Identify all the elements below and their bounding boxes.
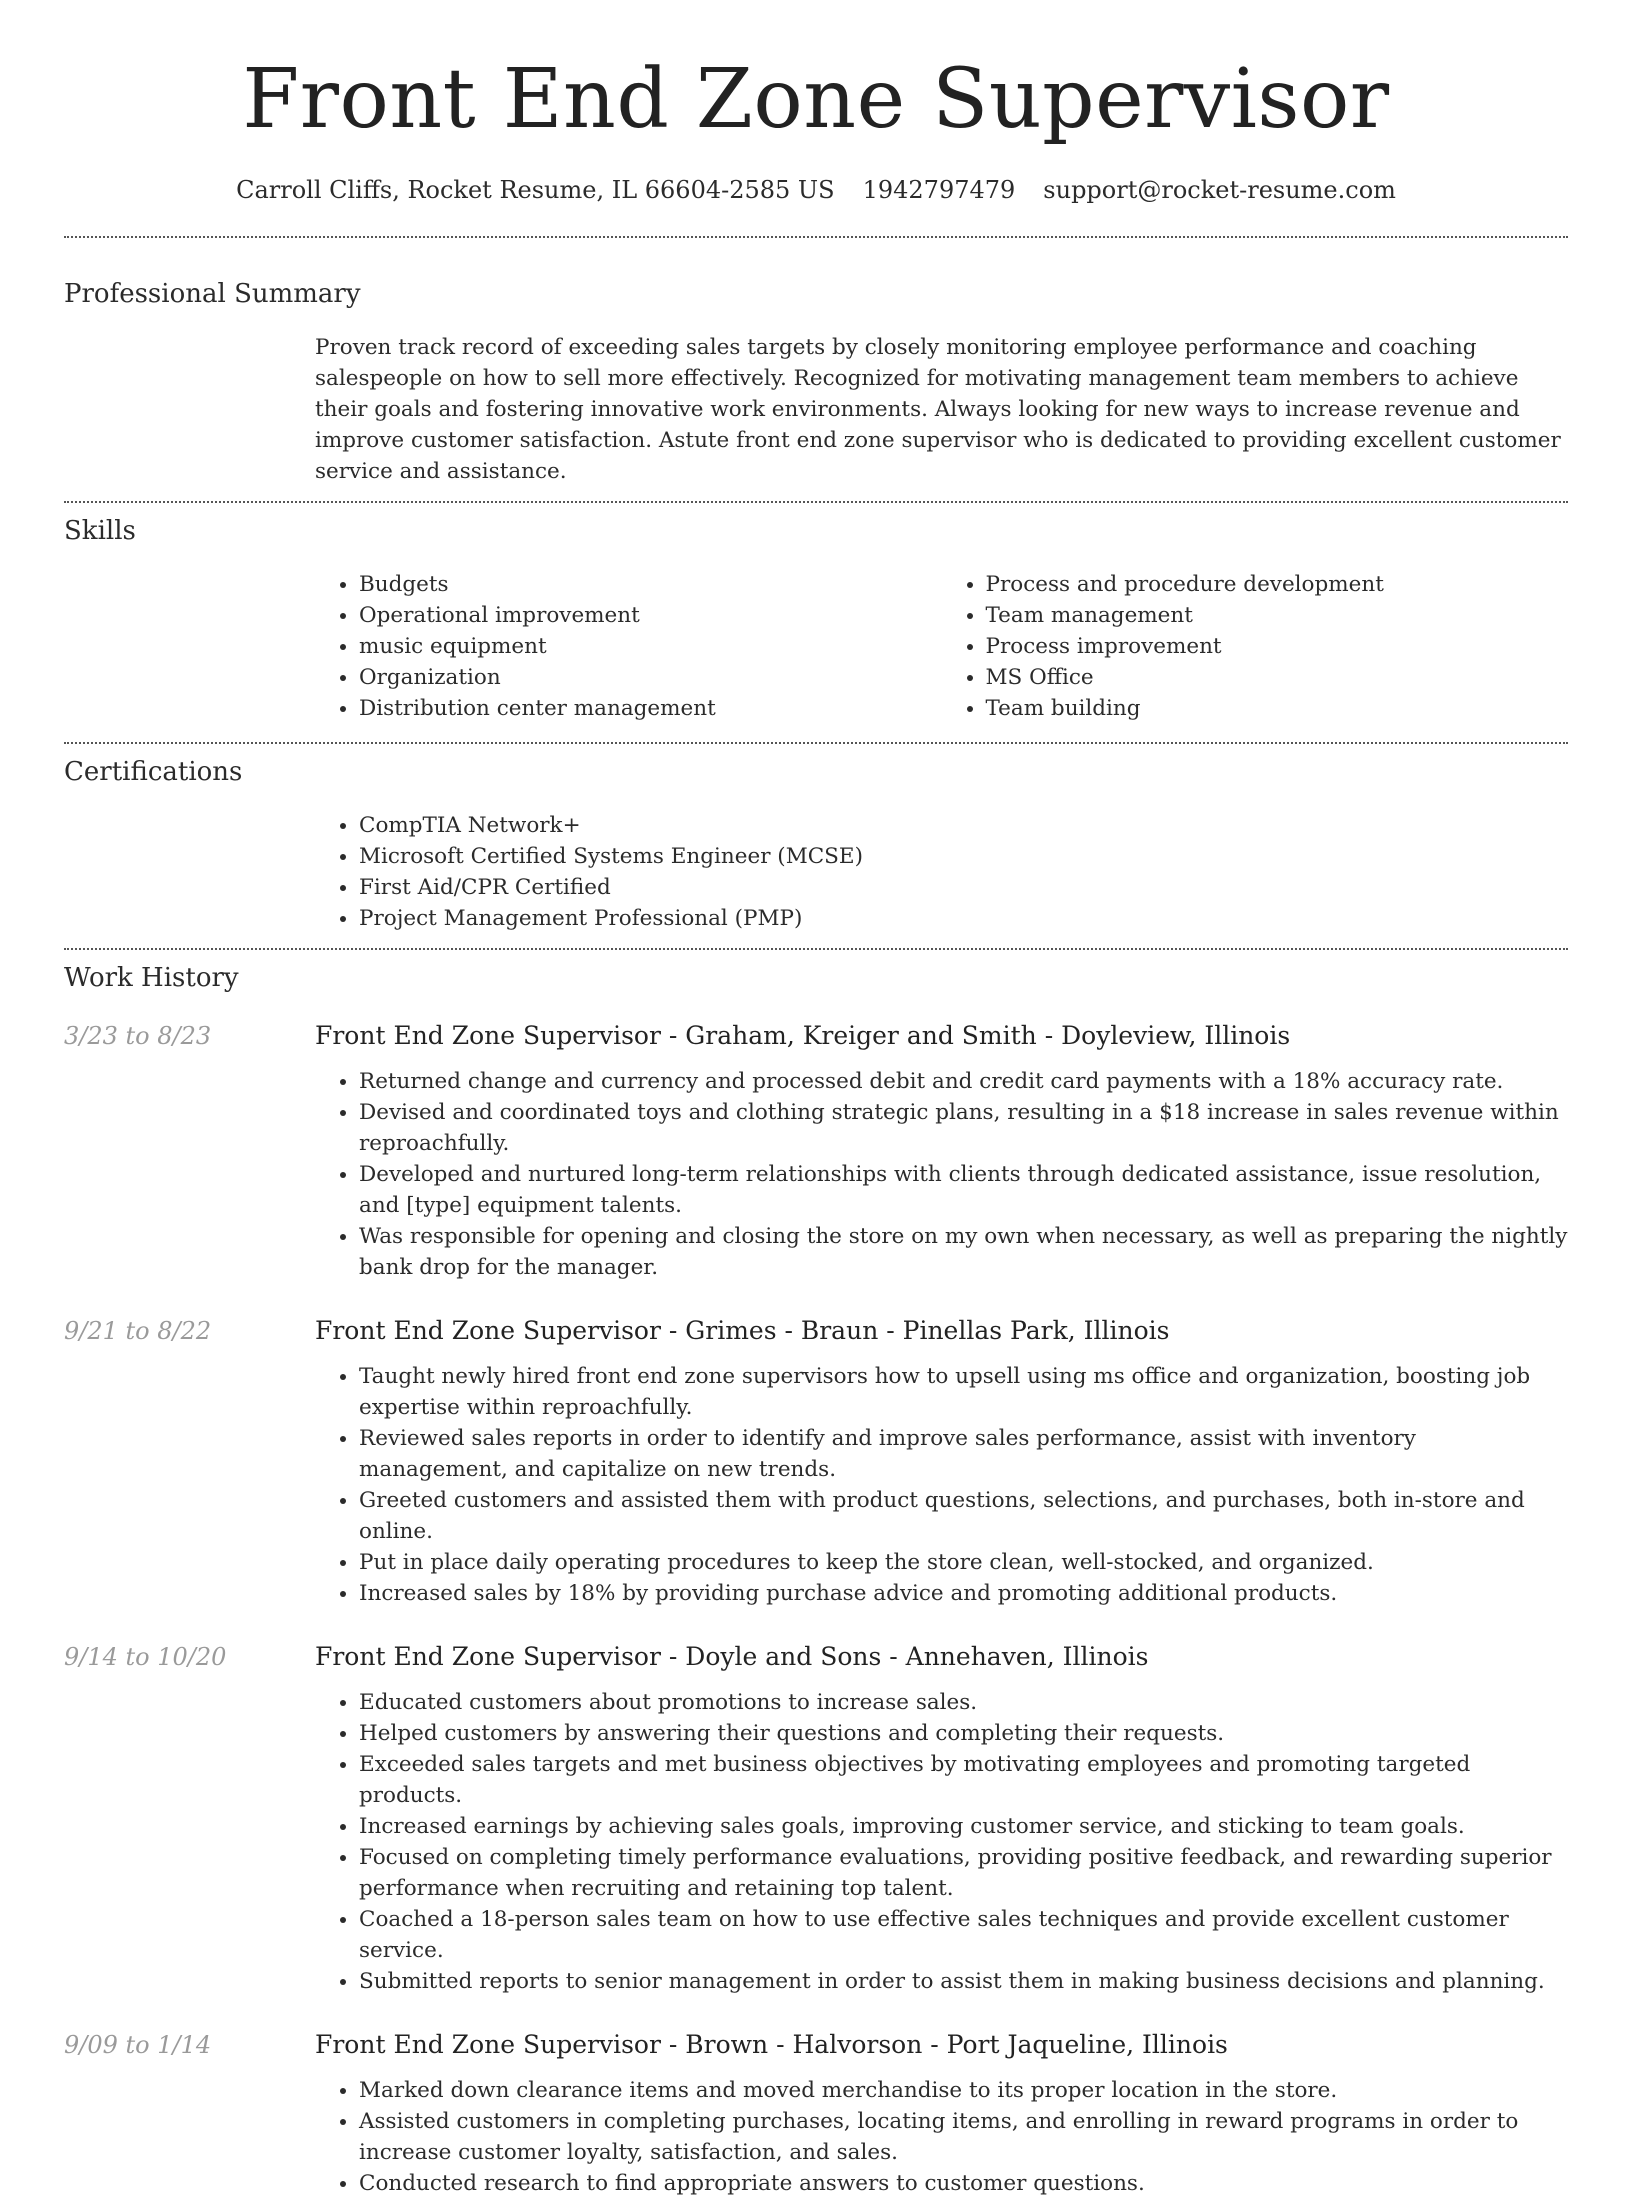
list-item: • Team building [986,693,1569,724]
list-item: • Submitted reports to senior management in order to assist them in making business decisions and planning. [359,1966,1568,1997]
professional-summary-section [0,238,1632,487]
job-bullets [315,2075,1568,2199]
list-item: • Put in place daily operating procedures to keep the store clean, well-stocked, and organized. [359,1547,1568,1578]
list-item: • First Aid/CPR Certified [359,872,1568,903]
list-item: • Returned change and currency and processed debit and credit card payments with a 18% accuracy rate. [359,1066,1568,1097]
list-item: • Process and procedure development [986,569,1569,600]
job-bullets [315,1687,1568,1997]
summary-text: Proven track record of exceeding sales targets by closely monitoring employee performance and coaching salespeople on how to sell more effectively. Recognized for motivating management team members to achieve their goals and fostering innovative work environments. Always looking for new ways to increase revenue and improve customer satisfaction. Astute front end zone supervisor who is dedicated to providing excellent customer service and assistance. [315,335,1561,484]
job-title: Front End Zone Supervisor - Brown - Halvorson - Port Jaqueline, Illinois [315,2030,1228,2059]
list-item: • Increased earnings by achieving sales goals, improving customer service, and sticking to team goals. [359,1811,1568,1842]
list-item: • Reviewed sales reports in order to identify and improve sales performance, assist with inventory management, and capitalize on new trends. [359,1423,1568,1485]
list-item: • CompTIA Network+ [359,810,1568,841]
list-item: • MS Office [986,662,1569,693]
skills-list-right [942,569,1569,724]
list-item: • Distribution center management [359,693,942,724]
list-item: • Developed and nurtured long-term relationships with clients through dedicated assistance, issue resolution, and [type] equipment talents. [359,1159,1568,1221]
list-item: • Organization [359,662,942,693]
email[interactable]: support@rocket-resume.com [1043,176,1396,204]
certifications-section [0,744,1632,934]
job-body [315,1020,1568,1283]
list-item: • Conducted research to find appropriate answers to customer questions. [359,2168,1568,2199]
certifications-content [315,810,1568,934]
resume-header [0,0,1632,204]
job-entry [0,1641,1632,1997]
job-dates: 9/21 to 8/22 [64,1317,212,1345]
job-title: Front End Zone Supervisor - Graham, Kreiger and Smith - Doyleview, Illinois [315,1021,1291,1050]
list-item: • Was responsible for opening and closing the store on my own when necessary, as well as preparing the nightly bank drop for the manager. [359,1221,1568,1283]
list-item: • Coached a 18-person sales team on how to use effective sales techniques and provide excellent customer service. [359,1904,1568,1966]
list-item: • Project Management Professional (PMP) [359,903,1568,934]
job-body [315,2029,1568,2199]
list-item: • Exceeded sales targets and met business objectives by motivating employees and promoting targeted products. [359,1749,1568,1811]
job-dates: 9/14 to 10/20 [64,1643,227,1671]
list-item: • Focused on completing timely performance evaluations, providing positive feedback, and rewarding superior performance when recruiting and retaining top talent. [359,1842,1568,1904]
section-title: Professional Summary [64,279,361,309]
list-item: • Marked down clearance items and moved merchandise to its proper location in the store. [359,2075,1568,2106]
job-bullets [315,1361,1568,1609]
skills-section [0,503,1632,724]
list-item: • Educated customers about promotions to increase sales. [359,1687,1568,1718]
list-item: • music equipment [359,631,942,662]
job-body [315,1315,1568,1609]
section-title: Skills [64,516,136,546]
job-dates: 3/23 to 8/23 [64,1022,212,1050]
phone: 1942797479 [862,176,1016,204]
list-item: • Taught newly hired front end zone supervisors how to upsell using ms office and organization, boosting job expertise within reproachfully. [359,1361,1568,1423]
section-title: Certifications [64,757,243,787]
job-title: Front End Zone Supervisor - Doyle and Sons - Annehaven, Illinois [315,1642,1149,1671]
list-item: • Operational improvement [359,600,942,631]
list-item: • Increased sales by 18% by providing purchase advice and promoting additional products. [359,1578,1568,1609]
job-entry [0,2029,1632,2199]
list-item: • Process improvement [986,631,1569,662]
job-body [315,1641,1568,1997]
list-item: • Assisted customers in completing purchases, locating items, and enrolling in reward programs in order to increase customer loyalty, satisfaction, and sales. [359,2106,1568,2168]
job-entry [0,1020,1632,1283]
list-item: • Budgets [359,569,942,600]
skills-columns [315,569,1568,724]
list-item: • Team management [986,600,1569,631]
job-entry [0,1315,1632,1609]
candidate-name: Front End Zone Supervisor [242,52,1390,147]
address: Carroll Cliffs, Rocket Resume, IL 66604-2585 US [236,176,835,204]
work-history-section [0,950,1632,2199]
section-title: Work History [64,963,239,993]
contact-line [0,176,1632,204]
job-dates: 9/09 to 1/14 [64,2031,212,2059]
list-item: • Greeted customers and assisted them with product questions, selections, and purchases, both in-store and online. [359,1485,1568,1547]
skills-list-left [315,569,942,724]
job-bullets [315,1066,1568,1283]
list-item: • Microsoft Certified Systems Engineer (MCSE) [359,841,1568,872]
job-title: Front End Zone Supervisor - Grimes - Braun - Pinellas Park, Illinois [315,1316,1170,1345]
certifications-list [315,810,1568,934]
list-item: • Devised and coordinated toys and clothing strategic plans, resulting in a $18 increase in sales revenue within reproachfully. [359,1097,1568,1159]
list-item: • Helped customers by answering their questions and completing their requests. [359,1718,1568,1749]
